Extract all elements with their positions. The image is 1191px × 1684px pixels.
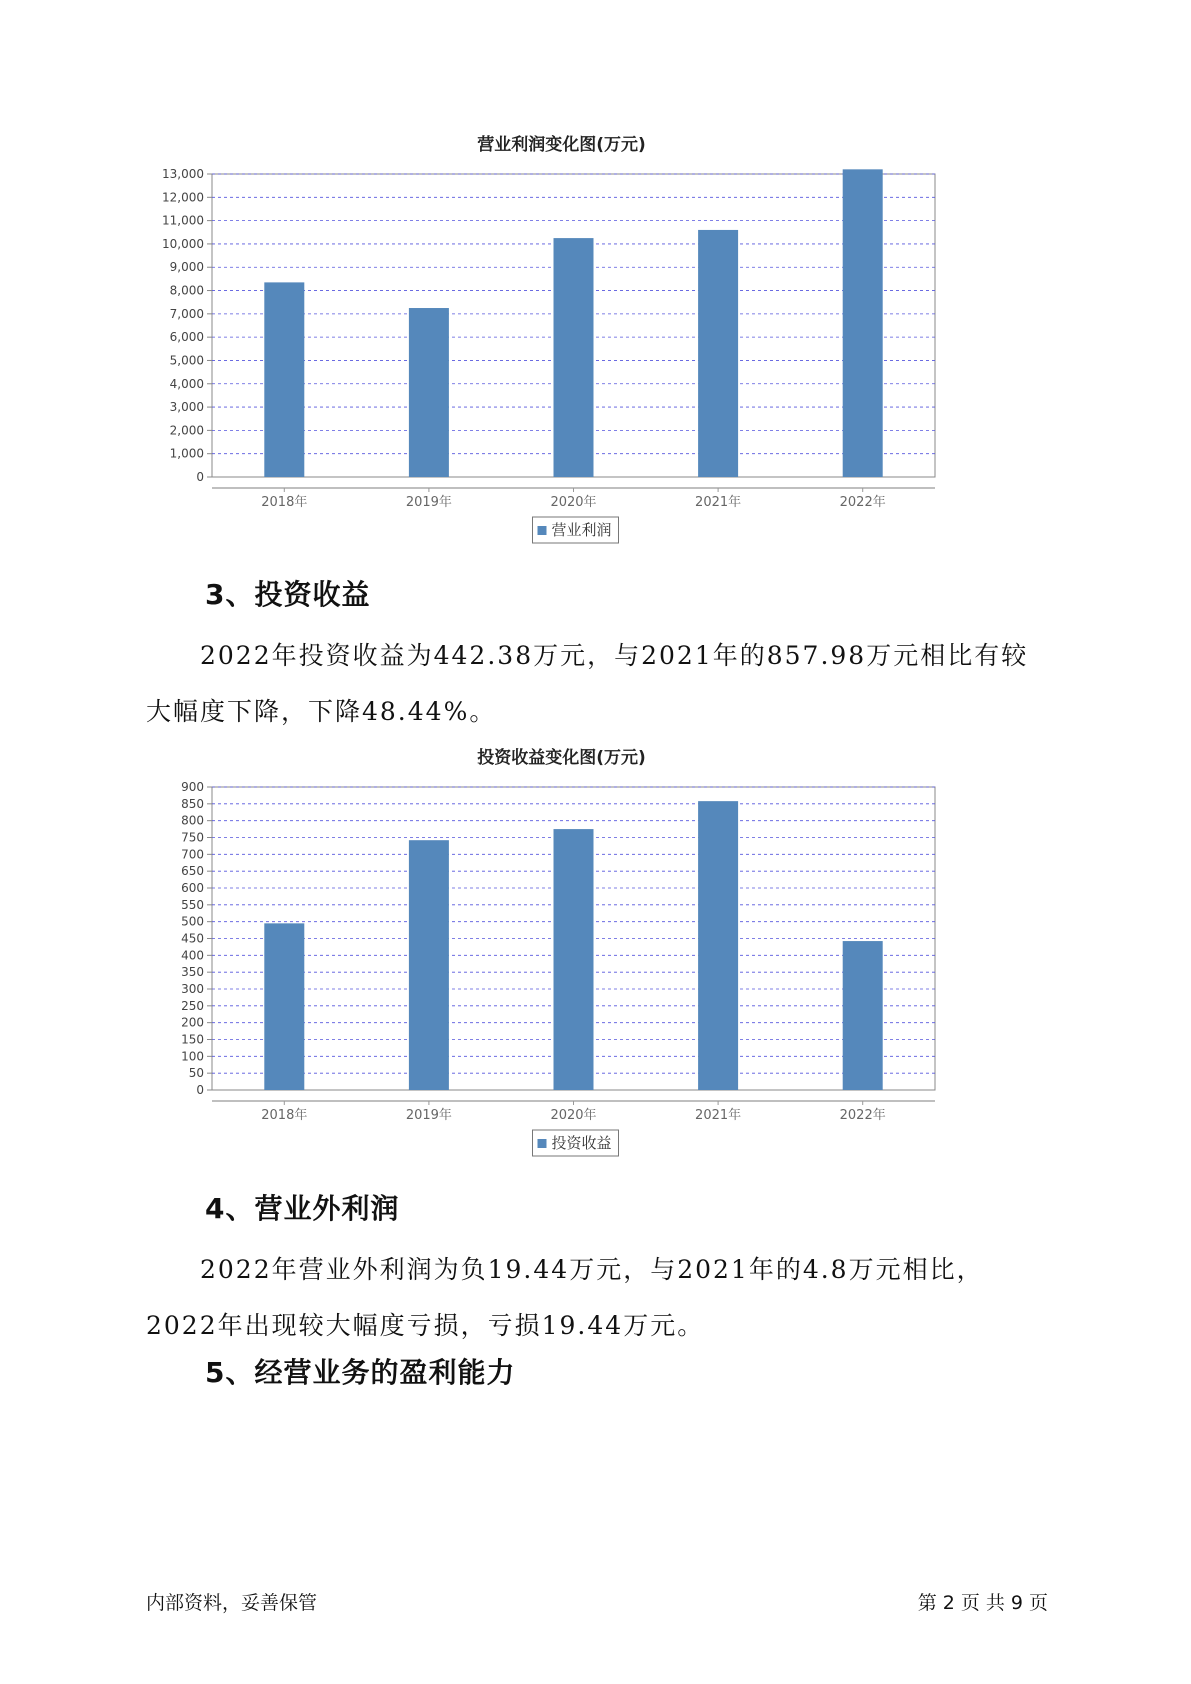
bar-2019年 <box>409 308 449 477</box>
bar-2020年 <box>554 238 594 477</box>
investment-income-chart-svg <box>170 743 1030 1163</box>
y-tick-label: 450 <box>181 931 204 946</box>
y-tick-label: 200 <box>181 1015 204 1030</box>
y-tick-label: 3,000 <box>169 400 204 415</box>
footer-confidential-note: 内部资料，妥善保管 <box>146 1592 318 1614</box>
y-tick-label: 400 <box>181 948 204 963</box>
legend-swatch <box>538 526 547 535</box>
legend-label: 营业利润 <box>551 521 612 539</box>
y-tick-label: 13,000 <box>162 167 204 181</box>
y-tick-label: 300 <box>181 982 204 996</box>
legend-label: 投资收益 <box>551 1134 612 1152</box>
y-tick-label: 12,000 <box>162 190 204 205</box>
x-tick-label: 2018年 <box>261 1108 308 1123</box>
y-tick-label: 350 <box>181 965 204 980</box>
y-tick-label: 4,000 <box>169 376 204 391</box>
bar-2018年 <box>264 282 304 477</box>
y-tick-label: 500 <box>181 914 204 929</box>
x-tick-label: 2020年 <box>550 495 597 510</box>
operating-profit-chart-svg <box>162 130 1030 550</box>
y-tick-label: 150 <box>181 1032 204 1047</box>
y-tick-label: 6,000 <box>169 330 204 345</box>
y-tick-label: 250 <box>181 998 204 1013</box>
x-tick-label: 2019年 <box>405 495 452 510</box>
y-tick-label: 850 <box>181 796 204 811</box>
x-tick-label: 2021年 <box>695 1108 742 1123</box>
chart-title: 营业利润变化图(万元) <box>477 135 646 155</box>
operating-profit-chart <box>162 130 1030 550</box>
y-tick-label: 50 <box>188 1066 204 1081</box>
page-suffix: 页 <box>1028 1592 1048 1614</box>
chart-title: 投资收益变化图(万元) <box>477 748 646 768</box>
bar-2019年 <box>409 840 449 1090</box>
bar-2021年 <box>698 230 738 477</box>
bar-2018年 <box>264 923 304 1090</box>
y-tick-label: 5,000 <box>169 353 204 368</box>
y-tick-label: 800 <box>181 813 204 828</box>
x-tick-label: 2022年 <box>839 495 886 510</box>
page-mid: 页 共 <box>960 1592 1005 1614</box>
bar-2020年 <box>554 829 594 1090</box>
investment-income-chart <box>170 743 1030 1163</box>
bar-2022年 <box>843 941 883 1090</box>
section-heading-investment-income: 3、投资收益 <box>205 578 371 611</box>
bar-2022年 <box>843 169 883 477</box>
y-tick-label: 9,000 <box>169 260 204 275</box>
section-heading-non-operating-profit: 4、营业外利润 <box>205 1192 400 1225</box>
y-tick-label: 0 <box>196 1083 204 1097</box>
x-tick-label: 2021年 <box>695 495 742 510</box>
x-tick-label: 2020年 <box>550 1108 597 1123</box>
page-prefix: 第 <box>917 1592 937 1614</box>
y-tick-label: 750 <box>181 830 204 845</box>
investment-income-paragraph: 2022年投资收益为442.38万元，与2021年的857.98万元相比有较大幅度下降，下降48.44%。 <box>146 641 1029 726</box>
y-tick-label: 700 <box>181 847 204 862</box>
y-tick-label: 0 <box>196 470 204 484</box>
page-total: 9 <box>1010 1592 1023 1614</box>
y-tick-label: 600 <box>181 881 204 895</box>
y-tick-label: 10,000 <box>162 236 204 251</box>
page-current: 2 <box>942 1592 955 1614</box>
x-tick-label: 2018年 <box>261 495 308 510</box>
bar-2021年 <box>698 801 738 1090</box>
x-tick-label: 2019年 <box>405 1108 452 1123</box>
y-tick-label: 2,000 <box>169 423 204 438</box>
non-operating-profit-paragraph: 2022年营业外利润为负19.44万元，与2021年的4.8万元相比，2022年出现较大幅度亏损，亏损19.44万元。 <box>146 1255 984 1340</box>
y-tick-label: 7,000 <box>169 306 204 321</box>
x-tick-label: 2022年 <box>839 1108 886 1123</box>
y-tick-label: 900 <box>181 780 204 794</box>
y-tick-label: 100 <box>181 1049 204 1064</box>
y-tick-label: 650 <box>181 864 204 879</box>
footer-page-number <box>915 1588 1051 1615</box>
y-tick-label: 550 <box>181 897 204 912</box>
y-tick-label: 8,000 <box>169 283 204 298</box>
y-tick-label: 11,000 <box>162 213 204 228</box>
legend-swatch <box>538 1139 547 1148</box>
section-heading-business-profitability: 5、经营业务的盈利能力 <box>205 1356 516 1389</box>
y-tick-label: 1,000 <box>169 446 204 461</box>
